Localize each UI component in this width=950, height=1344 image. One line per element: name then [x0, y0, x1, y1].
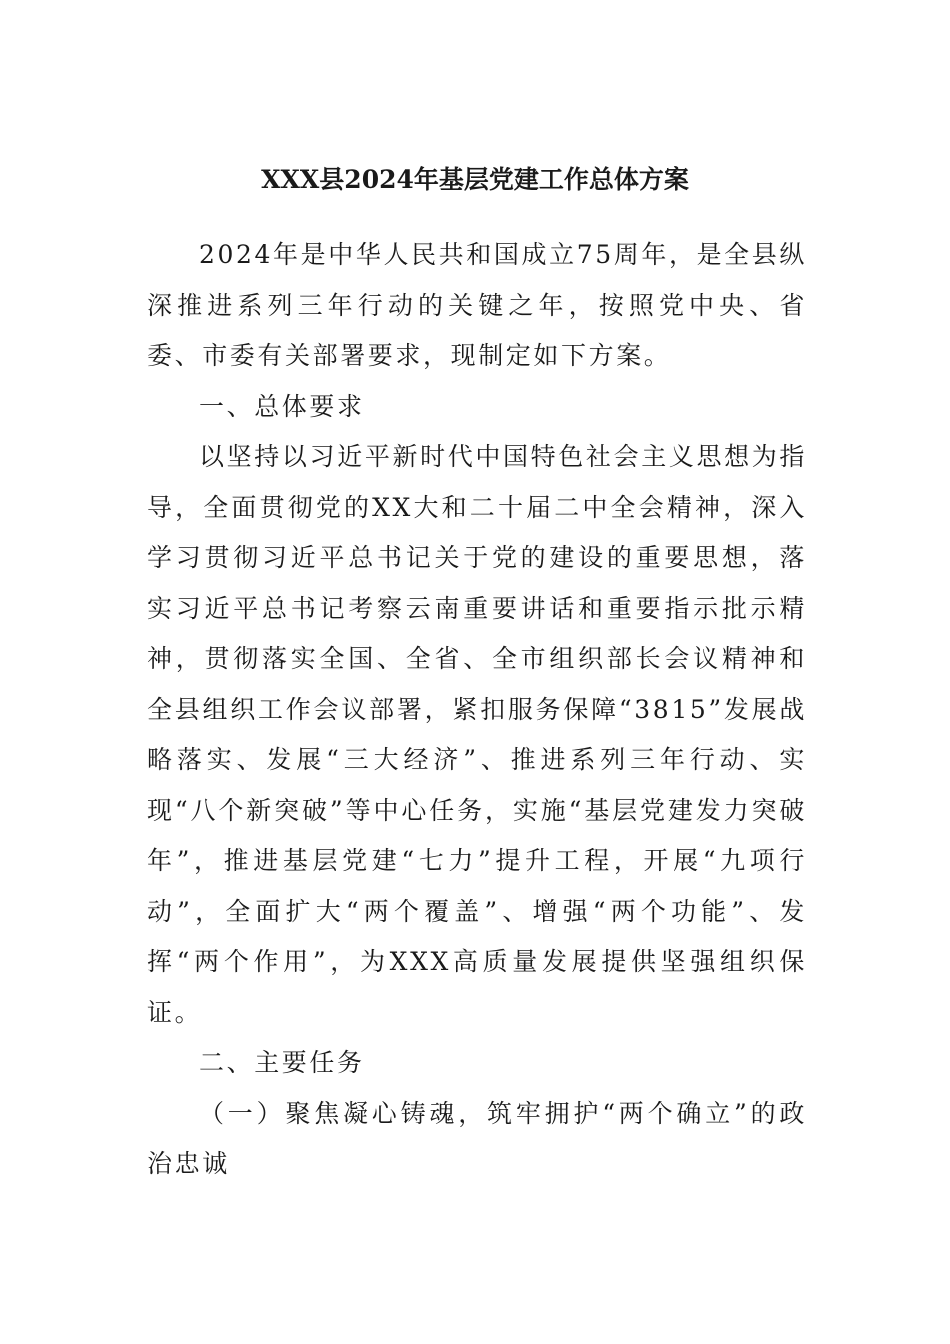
document-title: XXX县2024年基层党建工作总体方案 [261, 165, 689, 194]
general-requirements-paragraph: 以坚持以习近平新时代中国特色社会主义思想为指导，全面贯彻党的XX大和二十届二中全会精神，深入学习贯彻习近平总书记关于党的建设的重要思想，落实习近平总书记考察云南重要讲话和重要指示批示精神，贯彻落实全国、全省、全市组织部长会议精神和全县组织工作会议部署，紧扣服务保障“3815”发展战略落实、发展“三大经济”、推进系列三年行动、实现“八个新突破”等中心任务，实施“基层党建发力突破年”，推进基层党建“七力”提升工程，开展“九项行动”，全面扩大“两个覆盖”、增强“两个功能”、发挥“两个作用”，为XXX高质量发展提供坚强组织保证。 [147, 442, 807, 1027]
section-heading-general-requirements: 一、总体要求 [199, 391, 365, 421]
sub-heading-task-one: （一）聚焦凝心铸魂，筑牢拥护“两个确立”的政治忠诚 [147, 1098, 807, 1178]
intro-paragraph: 2024年是中华人民共和国成立75周年，是全县纵深推进系列三年行动的关键之年，按照党中央、省委、市委有关部署要求，现制定如下方案。 [147, 240, 807, 370]
document-body [147, 230, 807, 1190]
section-heading-main-tasks: 二、主要任务 [199, 1048, 365, 1077]
